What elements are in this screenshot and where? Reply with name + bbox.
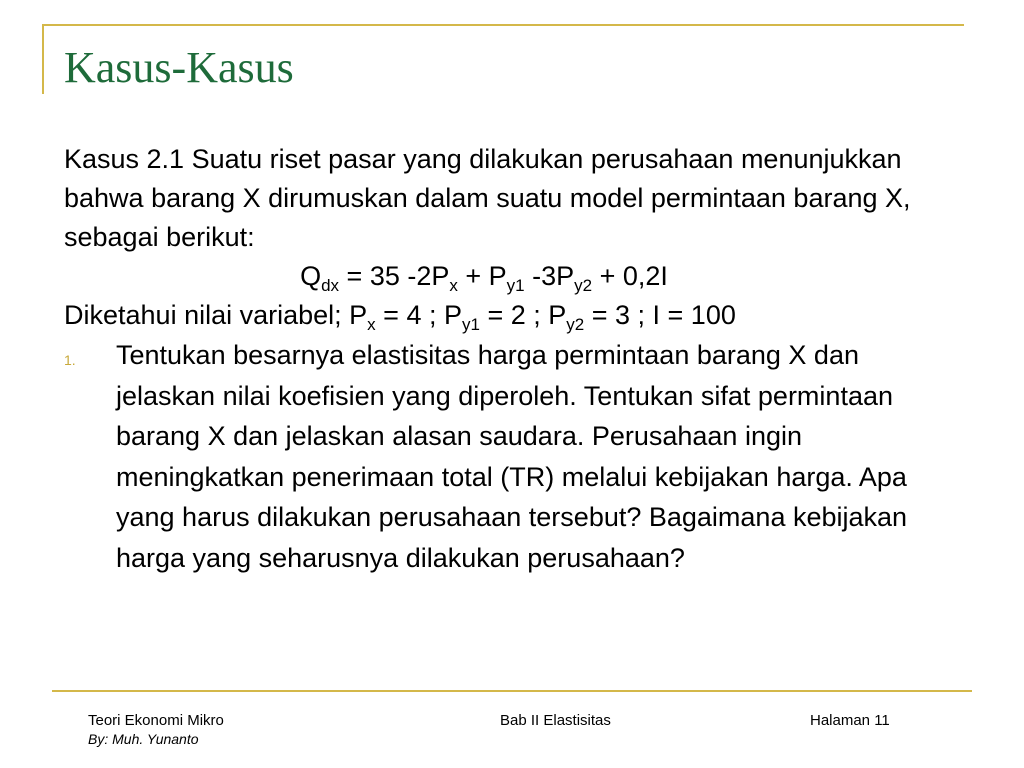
- known-part3: = 3 ; I = 100: [584, 300, 736, 330]
- eq-q-sub: dx: [321, 276, 340, 295]
- question-list: [64, 335, 964, 578]
- list-item: [64, 335, 964, 578]
- slide-body: [64, 140, 964, 578]
- eq-part4: + 0,2I: [592, 261, 668, 291]
- footer-author: By: Muh. Yunanto: [88, 731, 199, 747]
- eq-part3: -3P: [524, 261, 575, 291]
- known-prefix: Diketahui nilai variabel; P: [64, 300, 368, 330]
- list-number: 1.: [64, 352, 76, 368]
- demand-equation: [64, 257, 904, 296]
- known-part1: = 4 ; P: [375, 300, 462, 330]
- list-text: Tentukan besarnya elastisitas harga permintaan barang X dan jelaskan nilai koefisien yang diperoleh. Tentukan sifat permintaan barang X dan jelaskan alasan saudara. Perusahaan ingin meningkatkan penerimaan total (TR) melalui kebijakan harga. Apa yang harus dilakukan perusahaan tersebut? Bagaimana kebijakan harga yang seharusnya dilakukan perusahaan?: [116, 340, 908, 573]
- left-border-line: [42, 24, 44, 94]
- known-py1-sub: y1: [461, 315, 480, 334]
- eq-part2: + P: [457, 261, 507, 291]
- footer-chapter: Bab II Elastisitas: [500, 712, 611, 729]
- eq-part1: = 35 -2P: [339, 261, 450, 291]
- footer-page: Halaman 11: [810, 712, 890, 729]
- intro-paragraph: Kasus 2.1 Suatu riset pasar yang dilakukan perusahaan menunjukkan bahwa barang X dirumuskan dalam suatu model permintaan barang X, sebagai berikut:: [64, 144, 911, 252]
- eq-q: Q: [300, 261, 322, 291]
- known-part2: = 2 ; P: [479, 300, 567, 330]
- slide-title: Kasus-Kasus: [64, 43, 294, 92]
- known-px-sub: x: [367, 315, 376, 334]
- footer-course: Teori Ekonomi Mikro: [88, 712, 224, 729]
- known-values: [64, 296, 964, 335]
- footer-left: [88, 712, 224, 747]
- eq-px-sub: x: [449, 276, 458, 295]
- known-py2-sub: y2: [566, 315, 585, 334]
- top-border-line: [42, 24, 964, 26]
- eq-py2-sub: y2: [574, 276, 593, 295]
- footer-divider: [52, 690, 972, 692]
- eq-py1-sub: y1: [506, 276, 525, 295]
